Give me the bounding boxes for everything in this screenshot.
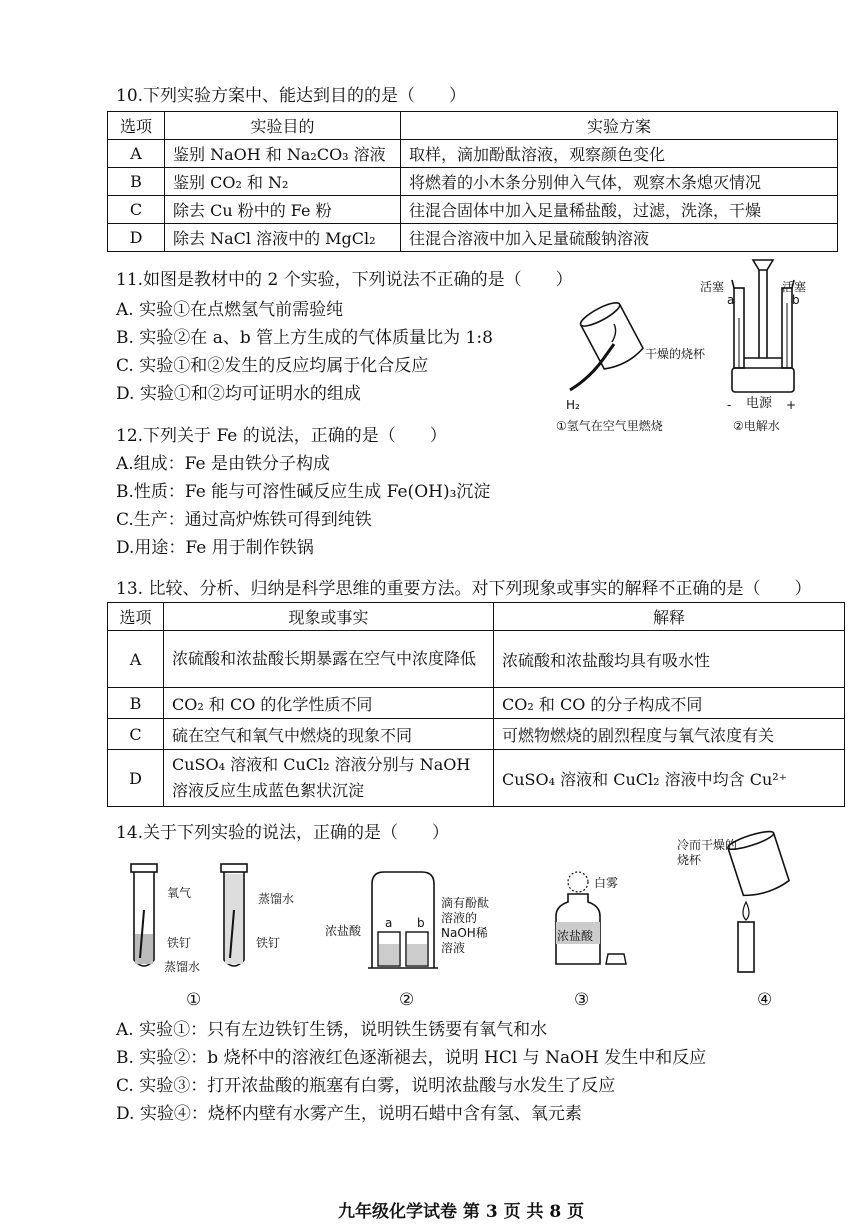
nail1-label: 铁钉 (167, 936, 192, 950)
table-row (108, 196, 838, 224)
explanation-cell: CuSO₄ 溶液和 CuCl₂ 溶液中均含 Cu²⁺ (494, 750, 845, 807)
option-letter: C (108, 196, 165, 224)
page-footer: 九年级化学试卷 第 3 页 共 8 页 (338, 1202, 585, 1222)
q12-option-a: A.组成：Fe 是由铁分子构成 (116, 454, 331, 474)
beaker-b-label: b (417, 916, 425, 930)
cold-beaker-label: 冷而干燥的烧杯 (677, 838, 738, 867)
table-row (108, 140, 838, 168)
q11-option-d: D. 实验①和②均可证明水的组成 (116, 384, 361, 404)
table-row (108, 750, 845, 807)
explanation-cell: CO₂ 和 CO 的分子构成不同 (494, 688, 845, 719)
q11-stem: 11.如图是教材中的 2 个实验，下列说法不正确的是（ ） (116, 270, 573, 290)
bottle-label: 浓盐酸 (557, 929, 594, 943)
figure2-caption: ②电解水 (733, 419, 780, 433)
plan-cell: 取样，滴加酚酞溶液，观察颜色变化 (401, 140, 838, 168)
q14-stem: 14.关于下列实验的说法，正确的是（ ） (116, 823, 450, 843)
table-header-row (108, 112, 838, 140)
figure1-caption: ①氢气在空气里燃烧 (556, 419, 663, 433)
water2-label: 蒸馏水 (258, 892, 295, 906)
tube-b-label: b (792, 293, 800, 307)
bell-jar-figure (368, 870, 438, 970)
white-fog-label: 白雾 (594, 876, 619, 890)
plus-label: + (786, 398, 797, 412)
tube-a-label: a (727, 293, 735, 307)
q11-option-c: C. 实验①和②发生的反应均属于化合反应 (116, 356, 429, 376)
table-header-row (108, 603, 845, 631)
conc-hcl-label: 浓盐酸 (325, 924, 362, 938)
q14-option-b: B. 实验②：b 烧杯中的溶液红色逐渐褪去，说明 HCl 与 NaOH 发生中和反应 (116, 1048, 707, 1068)
plan-cell: 往混合溶液中加入足量硫酸钠溶液 (401, 224, 838, 252)
option-letter: C (108, 719, 164, 750)
q14-option-d: D. 实验④：烧杯内壁有水雾产生，说明石蜡中含有氢、氧元素 (116, 1104, 582, 1124)
table-row (108, 688, 845, 719)
h2-label: H₂ (566, 398, 580, 412)
q11-option-b: B. 实验②在 a、b 管上方生成的气体质量比为 1:8 (116, 328, 493, 348)
experiment-number-1: ① (186, 990, 202, 1010)
q12-option-b: B.性质：Fe 能与可溶性碱反应生成 Fe(OH)₃沉淀 (116, 482, 491, 502)
plan-cell: 往混合固体中加入足量稀盐酸，过滤，洗涤，干燥 (401, 196, 838, 224)
table-header-cell: 解释 (494, 603, 845, 631)
beaker-a-label: a (385, 916, 393, 930)
explanation-cell: 可燃物燃烧的剧烈程度与氧气浓度有关 (494, 719, 845, 750)
nail2-label: 铁钉 (256, 936, 281, 950)
fact-cell: 硫在空气和氧气中燃烧的现象不同 (164, 719, 494, 750)
q14-option-c: C. 实验③：打开浓盐酸的瓶塞有白雾，说明浓盐酸与水发生了反应 (116, 1076, 616, 1096)
purpose-cell: 除去 Cu 粉中的 Fe 粉 (165, 196, 401, 224)
table-row (108, 631, 845, 688)
option-letter: A (108, 140, 165, 168)
beaker-label: 干燥的烧杯 (645, 347, 706, 361)
option-letter: B (108, 168, 165, 196)
power-label: 电源 (746, 396, 773, 411)
stopcock-left-label: 活塞 (700, 280, 725, 294)
purpose-cell: 鉴别 CO₂ 和 N₂ (165, 168, 401, 196)
stopcock-right-label: 活塞 (782, 280, 807, 294)
table-header-cell: 选项 (108, 112, 165, 140)
q14-option-a: A. 实验①：只有左边铁钉生锈，说明铁生锈要有氧气和水 (116, 1020, 548, 1040)
oxygen-label: 氧气 (167, 886, 192, 900)
fact-cell: 浓硫酸和浓盐酸长期暴露在空气中浓度降低 (164, 631, 494, 688)
table-header-cell: 实验方案 (401, 112, 838, 140)
explanation-cell: 浓硫酸和浓盐酸均具有吸水性 (494, 631, 845, 688)
option-letter: D (108, 224, 165, 252)
q11-option-a: A. 实验①在点燃氢气前需验纯 (116, 300, 344, 320)
experiment-number-4: ④ (757, 990, 773, 1010)
q13-table (107, 602, 845, 807)
option-letter: D (108, 750, 164, 807)
q10-stem: 10.下列实验方案中、能达到目的的是（ ） (116, 86, 467, 106)
fact-cell: CuSO₄ 溶液和 CuCl₂ 溶液分别与 NaOH 溶液反应生成蓝色絮状沉淀 (164, 750, 494, 807)
q10-table (107, 111, 838, 252)
naoh-label: 滴有酚酞溶液的NaOH稀溶液 (441, 896, 490, 955)
experiment-number-3: ③ (574, 990, 590, 1010)
table-row (108, 719, 845, 750)
q13-stem: 13. 比较、分析、归纳是科学思维的重要方法。对下列现象或事实的解释不正确的是（ ） (116, 579, 812, 599)
plan-cell: 将燃着的小木条分别伸入气体，观察木条熄灭情况 (401, 168, 838, 196)
fact-cell: CO₂ 和 CO 的化学性质不同 (164, 688, 494, 719)
water1-label: 蒸馏水 (164, 960, 201, 974)
table-header-cell: 选项 (108, 603, 164, 631)
purpose-cell: 除去 NaCl 溶液中的 MgCl₂ (165, 224, 401, 252)
purpose-cell: 鉴别 NaOH 和 Na₂CO₃ 溶液 (165, 140, 401, 168)
q12-option-c: C.生产：通过高炉炼铁可得到纯铁 (116, 510, 372, 530)
experiment-number-2: ② (399, 990, 415, 1010)
table-header-cell: 实验目的 (165, 112, 401, 140)
table-row (108, 168, 838, 196)
reagent-bottle-figure (548, 868, 638, 968)
option-letter: B (108, 688, 164, 719)
q12-stem: 12.下列关于 Fe 的说法，正确的是（ ） (116, 426, 447, 446)
table-row (108, 224, 838, 252)
option-letter: A (108, 631, 164, 688)
q12-option-d: D.用途：Fe 用于制作铁锅 (116, 538, 314, 558)
minus-label: - (727, 398, 732, 412)
table-header-cell: 现象或事实 (164, 603, 494, 631)
